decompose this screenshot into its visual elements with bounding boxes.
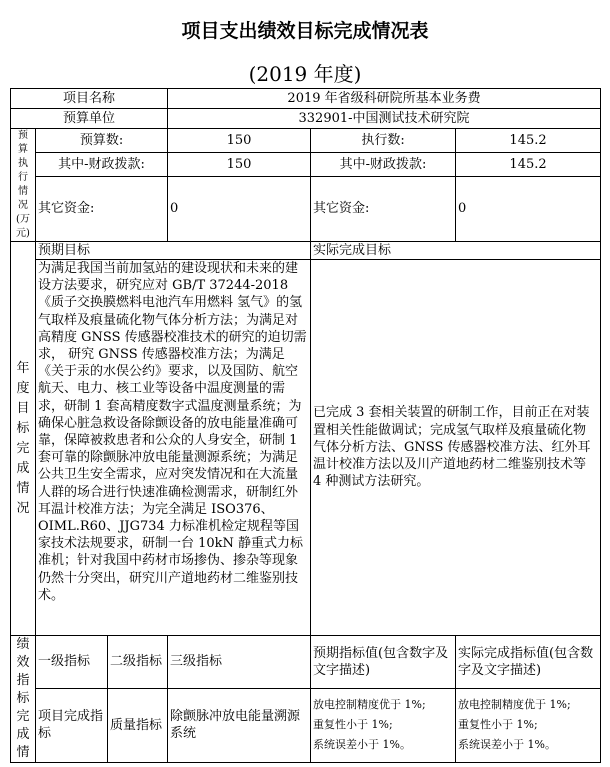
exec-label: 执行数:	[311, 129, 456, 153]
annual-side-label	[11, 242, 36, 636]
row-actual	[456, 688, 601, 762]
actual-line: 重复性小于 1%;	[458, 718, 538, 732]
performance-table	[10, 88, 601, 763]
document-subtitle: (2019 年度)	[248, 62, 362, 86]
actual-line: 系统误差小于 1%。	[458, 738, 556, 752]
other-exec-label: 其它资金:	[311, 176, 456, 241]
budget-value: 150	[168, 129, 311, 153]
header-level1: 一级指标	[36, 636, 108, 689]
expected-line: 重复性小于 1%;	[313, 718, 393, 732]
row-level3: 除颤脉冲放电能量溯源系统	[168, 688, 311, 762]
fiscal-exec-value: 145.2	[456, 152, 601, 176]
other-budget-label: 其它资金:	[36, 176, 168, 241]
actual-target-text: 已完成 3 套相关装置的研制工作，目前正在对装置相关性能做调试；完成氢气取样及痕量硫化物气体分析方法、GNSS 传感器校准方法、红外耳温计校准方法以及川产道地药材二维鉴别技术等 4 种测试方法研究。	[311, 260, 601, 636]
actual-line: 放电控制精度优于 1%;	[458, 698, 571, 712]
header-level3: 三级指标	[168, 636, 311, 689]
fiscal-budget-label: 其中-财政拨款:	[36, 152, 168, 176]
fiscal-budget-value: 150	[168, 152, 311, 176]
row-level1: 项目完成指标	[36, 688, 108, 762]
row-expected	[311, 688, 456, 762]
expected-target-text: 为满足我国当前加氢站的建设现状和未来的建设方法要求，研究应对 GB/T 37244-2018《质子交换膜燃料电池汽车用燃料 氢气》的氢气取样及痕量硫化物气体分析方法；为满足对高精度 GNSS 传感器校准技术的研究的迫切需求， 研究 GNSS 传感器校准方法；为满足《关于汞的水俣公约》要求，以及国防、航空航天、电力、核工业等设备中温度测量的需求，研制 1 套高精度数字式温度测量系统；为确保心脏急救设备除颤设备的放电能量准确可靠，保障被救患者和公众的人身安全，研制 1 套可靠的除颤脉冲放电能量测源系统；为满足公共卫生安全需求，应对突发情况和在大流量人群的场合进行快速准确检测需求，研制红外耳温计校准方法；为完全满足 ISO376、OIML.R60、JJG734 力标准机检定规程等国家技术法规要求，研制一台 10kN 静重式力标准机；针对我国中药材市场掺伪、掺杂等现象仍然十分突出，研究川产道地药材二维鉴别技术。	[36, 260, 311, 636]
indicator-side-text: 绩效指标完成情	[16, 637, 30, 760]
expected-line: 放电控制精度优于 1%;	[313, 698, 426, 712]
other-exec-value: 0	[456, 176, 601, 241]
budget-unit-value: 332901-中国测试技术研究院	[168, 109, 601, 129]
annual-side-text: 年度目标完成情况	[16, 360, 30, 516]
budget-label: 预算数:	[36, 129, 168, 153]
actual-header: 实际完成目标	[311, 242, 601, 260]
exec-value: 145.2	[456, 129, 601, 153]
header-level2: 二级指标	[108, 636, 168, 689]
budget-side-text: 预算执行情况(万元)	[16, 130, 30, 239]
document-title: 项目支出绩效目标完成情况表	[181, 20, 429, 42]
project-name-label: 项目名称	[11, 89, 168, 109]
header-expected: 预期指标值(包含数字及文字描述)	[311, 636, 456, 689]
project-name-value: 2019 年省级科研院所基本业务费	[168, 89, 601, 109]
fiscal-exec-label: 其中-财政拨款:	[311, 152, 456, 176]
row-level2: 质量指标	[108, 688, 168, 762]
budget-unit-label: 预算单位	[11, 109, 168, 129]
indicator-side-label	[11, 636, 36, 763]
other-budget-value: 0	[168, 176, 311, 241]
budget-side-label	[11, 129, 36, 242]
header-actual: 实际完成指标值(包含数字及文字描述)	[456, 636, 601, 689]
expected-line: 系统误差小于 1%。	[313, 738, 411, 752]
expected-header: 预期目标	[36, 242, 311, 260]
